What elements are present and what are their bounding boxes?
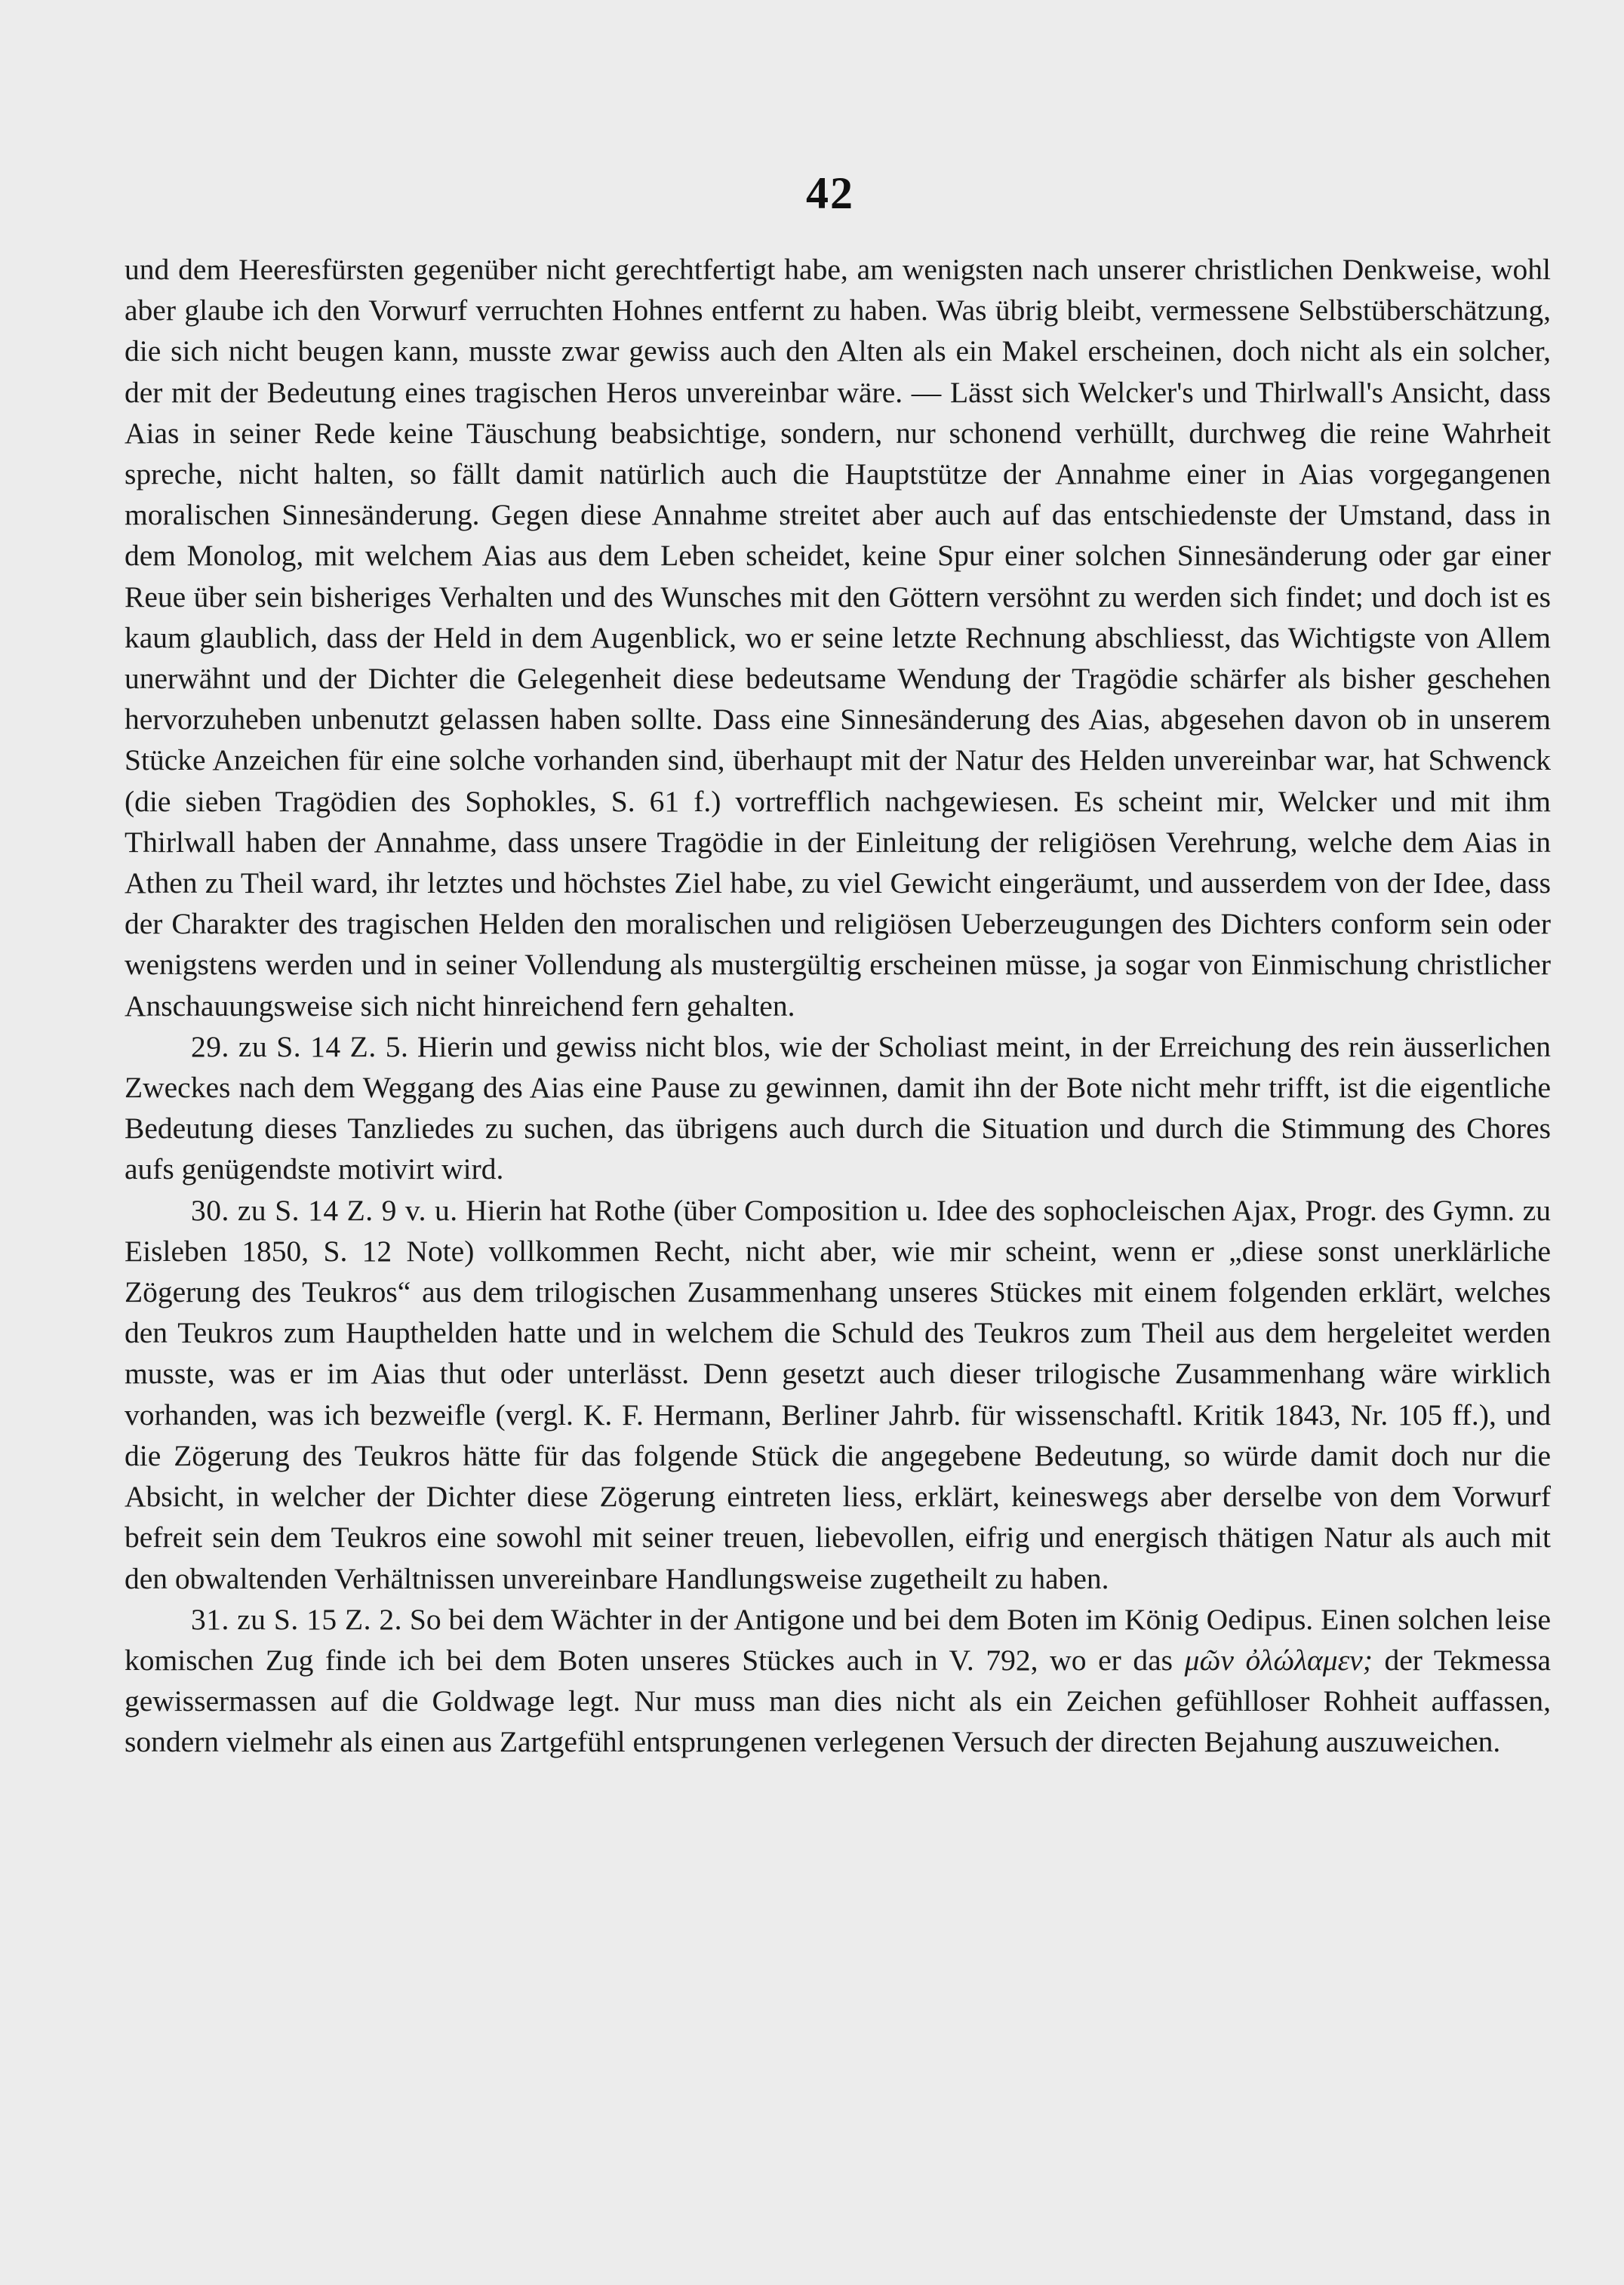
page-number: 42 [806,168,854,218]
note-31-text-before: So bei dem Wächter in der Antigone und bei dem Boten im König Oedipus. Einen solchen leise komischen Zug finde ich bei dem Boten unseres Stückes auch in V. 792, wo er das [125,1602,1551,1677]
note-29-text: Hierin und gewiss nicht blos, wie der Scholiast meint, in der Erreichung des rein äusserlichen Zweckes nach dem Weggang des Aias eine Pause zu gewinnen, damit ihn der Bote nicht mehr trifft, ist die eigentliche Bedeutung dieses Tanzliedes zu suchen, das übrigens auch durch die Situation und durch die Stimmung des Chores aufs genügendste motivirt wird. [125,1029,1551,1186]
note-29-reference: 29. zu S. 14 Z. 5. [191,1029,409,1063]
paragraph-continuation: und dem Heeresfürsten gegenüber nicht gerechtfertigt habe, am wenigsten nach unserer christlichen Denkweise, wohl aber glaube ich den Vorwurf verruchten Hohnes entfernt zu haben. Was übrig bleibt, vermessene Selbstüberschätzung, die sich nicht beugen kann, musste zwar gewiss auch den Alten als ein Makel erscheinen, doch nicht als ein solcher, der mit der Bedeutung eines tragischen Heros unvereinbar wäre. — Lässt sich Welcker's und Thirlwall's Ansicht, dass Aias in seiner Rede keine Täuschung beabsichtige, sondern, nur schonend verhüllt, durchweg die reine Wahrheit spreche, nicht halten, so fällt damit natürlich auch die Hauptstütze der Annahme einer in Aias vorgegangenen moralischen Sinnesänderung. Gegen diese Annahme streitet aber auch auf das entschiedenste der Umstand, dass in dem Monolog, mit welchem Aias aus dem Leben scheidet, keine Spur einer solchen Sinnesänderung oder gar einer Reue über sein bisheriges Verhalten und des Wunsches mit den Göttern versöhnt zu werden sich findet; und doch ist es kaum glaublich, dass der Held in dem Augenblick, wo er seine letzte Rechnung abschliesst, das Wichtigste von Allem unerwähnt und der Dichter die Gelegenheit diese bedeutsame Wendung der Tragödie schärfer als bisher geschehen hervorzuheben unbenutzt gelassen haben sollte. Dass eine Sinnesänderung des Aias, abgesehen davon ob in unserem Stücke Anzeichen für eine solche vorhanden sind, überhaupt mit der Natur des Helden unvereinbar war, hat Schwenck (die sieben Tragödien des Sophokles, S. 61 f.) vortrefflich nachgewiesen. Es scheint mir, Welcker und mit ihm Thirlwall haben der Annahme, dass unsere Tragödie in der Einleitung der religiösen Verehrung, welche dem Aias in Athen zu Theil ward, ihr letztes und höchstes Ziel habe, zu viel Gewicht eingeräumt, und ausserdem von der Idee, dass der Charakter des tragischen Helden den moralischen und religiösen Ueberzeugungen des Dichters conform sein oder wenigstens werden und in seiner Vollendung als mustergültig erscheinen müsse, ja sogar von Einmischung christlicher Anschauungsweise sich nicht hinreichend fern gehalten. [125,253,1551,1023]
note-31-text-after: der Tekmessa gewissermassen auf die Goldwage legt. Nur muss man dies nicht als ein Zeichen gefühlloser Rohheit auffassen, sondern vielmehr als einen aus Zartgefühl entsprungenen verlegenen Versuch der directen Bejahung auszuweichen. [125,1643,1552,1759]
body-text [125,249,1551,1763]
note-31-reference: 31. zu S. 15 Z. 2. [191,1602,403,1636]
note-30-reference: 30. zu S. 14 Z. 9 v. u. [191,1193,458,1227]
note-31-greek-quote: μῶν ὀλώλαμεν; [1184,1643,1373,1677]
note-31 [125,1599,1551,1763]
note-30 [125,1190,1551,1599]
note-30-text: Hierin hat Rothe (über Composition u. Idee des sophocleischen Ajax, Progr. des Gymn. zu Eisleben 1850, S. 12 Note) vollkommen Recht, nicht aber, wie mir scheint, wenn er „diese sonst unerklärliche Zögerung des Teukros“ aus dem trilogischen Zusammenhang unseres Stückes mit einem folgenden erklärt, welches den Teukros zum Haupthelden hatte und in welchem die Schuld des Teukros zum Theil aus dem hergeleitet werden musste, was er im Aias thut oder unterlässt. Denn gesetzt auch dieser trilogische Zusammenhang wäre wirklich vorhanden, was ich bezweifle (vergl. K. F. Hermann, Berliner Jahrb. für wissenschaftl. Kritik 1843, Nr. 105 ff.), und die Zögerung des Teukros hätte für das folgende Stück die angegebene Bedeutung, so würde damit doch nur die Absicht, in welcher der Dichter diese Zögerung eintreten liess, erklärt, keineswegs aber derselbe von dem Vorwurf befreit sein dem Teukros eine sowohl mit seiner treuen, liebevollen, eifrig und energisch thätigen Natur als auch mit den obwaltenden Verhältnissen unvereinbare Handlungsweise zugetheilt zu haben. [125,1193,1551,1595]
note-29 [125,1026,1551,1190]
